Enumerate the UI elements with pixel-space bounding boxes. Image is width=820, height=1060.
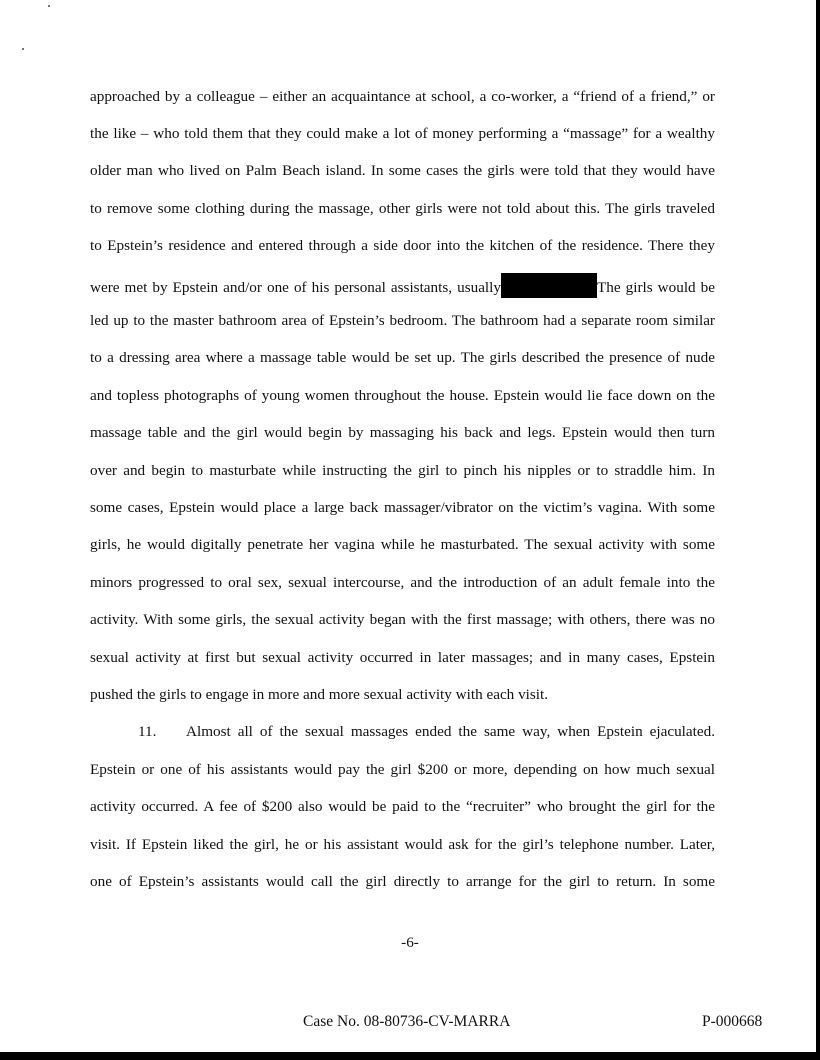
scan-speck xyxy=(22,48,24,50)
body-line: minors progressed to oral sex, sexual intercourse, and the introduction of an adult female into the xyxy=(90,574,715,591)
body-line: over and begin to masturbate while instructing the girl to pinch his nipples or to straddle him. In xyxy=(90,462,715,479)
body-line: visit. If Epstein liked the girl, he or his assistant would ask for the girl’s telephone number. Later, xyxy=(90,836,715,853)
footer-bates-number: P-000668 xyxy=(702,1013,763,1030)
paragraph-11-text: Almost all of the sexual massages ended the same way, when Epstein ejaculated. xyxy=(186,723,715,740)
body-line: some cases, Epstein would place a large back massager/vibrator on the victim’s vagina. With some xyxy=(90,499,715,516)
scan-edge-bottom xyxy=(0,1052,820,1060)
body-line: approached by a colleague – either an acquaintance at school, a co-worker, a “friend of a friend,” or xyxy=(90,88,715,105)
body-line: to Epstein’s residence and entered through a side door into the kitchen of the residence. There they xyxy=(90,237,715,254)
body-line: sexual activity at first but sexual activity occurred in later massages; and in many cases, Epstein xyxy=(90,649,715,666)
redaction-box xyxy=(501,273,597,298)
body-line-redacted xyxy=(90,273,715,298)
body-line: Epstein or one of his assistants would pay the girl $200 or more, depending on how much sexual xyxy=(90,761,715,778)
page-number: -6- xyxy=(401,934,419,951)
body-line: older man who lived on Palm Beach island. In some cases the girls were told that they would have xyxy=(90,162,715,179)
redacted-line-after: The girls would be xyxy=(596,279,716,296)
body-line: massage table and the girl would begin by massaging his back and legs. Epstein would then turn xyxy=(90,424,715,441)
paragraph-number: 11. xyxy=(138,723,157,740)
body-line: the like – who told them that they could make a lot of money performing a “massage” for a wealthy xyxy=(90,125,715,142)
body-line: to remove some clothing during the massage, other girls were not told about this. The girls traveled xyxy=(90,200,715,217)
body-line-paragraph-end: pushed the girls to engage in more and more sexual activity with each visit. xyxy=(90,686,549,703)
body-line: activity. With some girls, the sexual activity began with the first massage; with others, there was no xyxy=(90,611,715,628)
body-line: and topless photographs of young women throughout the house. Epstein would lie face down on the xyxy=(90,387,715,404)
body-line: led up to the master bathroom area of Epstein’s bedroom. The bathroom had a separate room similar xyxy=(90,312,715,329)
body-line: girls, he would digitally penetrate her vagina while he masturbated. The sexual activity with some xyxy=(90,536,715,553)
redacted-line-before: were met by Epstein and/or one of his personal assistants, usually xyxy=(90,279,501,296)
footer-case-number: Case No. 08-80736-CV-MARRA xyxy=(303,1013,511,1030)
body-line: one of Epstein’s assistants would call the girl directly to arrange for the girl to return. In some xyxy=(90,873,715,890)
scan-edge-right xyxy=(816,0,820,1060)
body-line: to a dressing area where a massage table would be set up. The girls described the presence of nude xyxy=(90,349,715,366)
body-line: activity occurred. A fee of $200 also would be paid to the “recruiter” who brought the girl for the xyxy=(90,798,715,815)
scan-speck xyxy=(48,5,50,7)
